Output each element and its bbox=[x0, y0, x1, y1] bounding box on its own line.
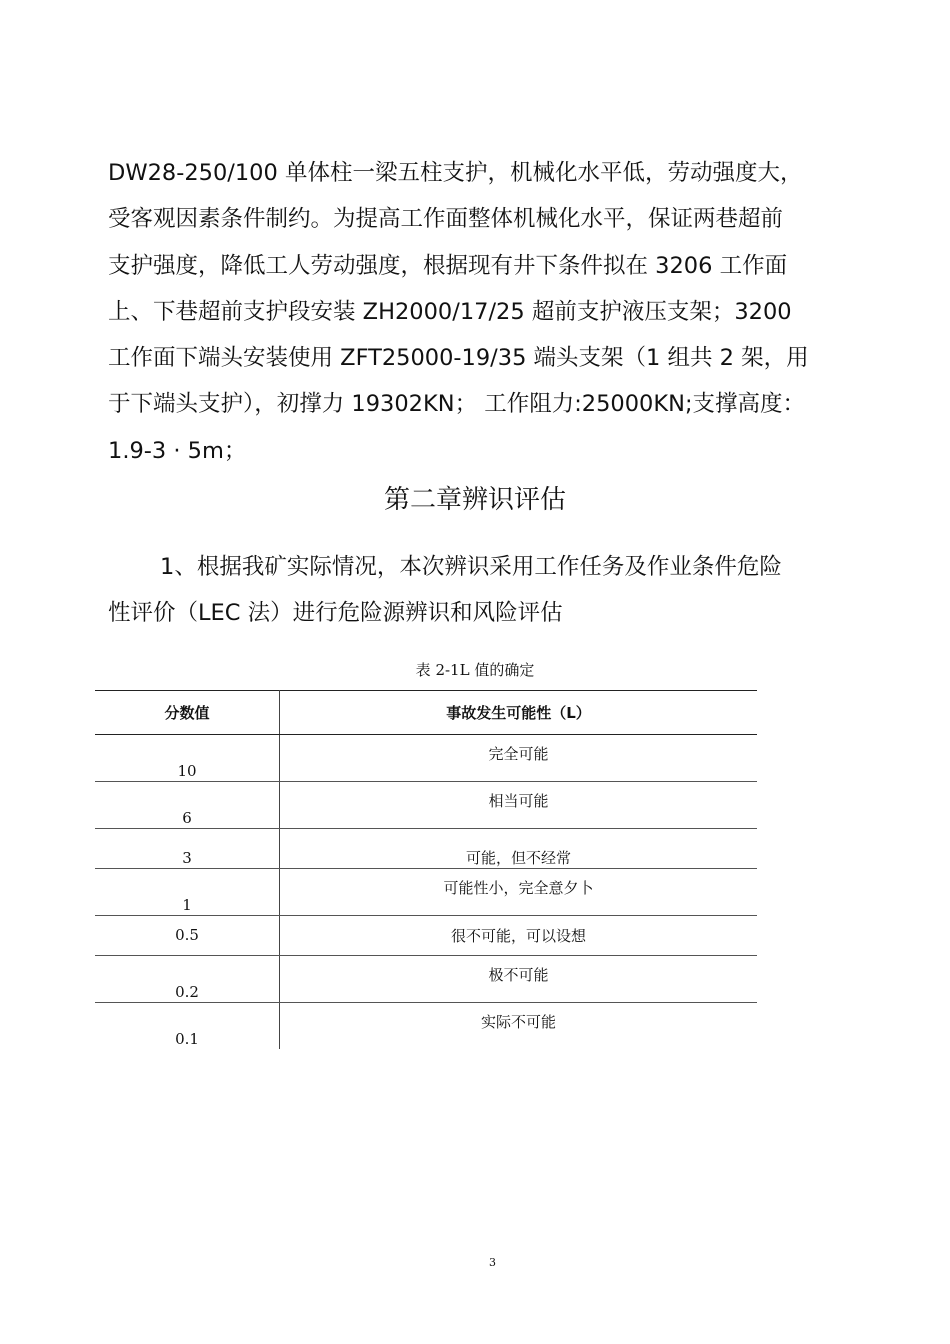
page-number: 3 bbox=[489, 1256, 496, 1269]
table-row bbox=[95, 782, 757, 829]
chapter-title: 第二章辨识评估 bbox=[383, 485, 566, 515]
score-cell: 1 bbox=[95, 869, 280, 916]
body-paragraph bbox=[108, 150, 858, 474]
score-cell: 0.1 bbox=[95, 1003, 280, 1050]
likelihood-cell: 可能性小，完全意夕卜 bbox=[280, 869, 758, 916]
lec-likelihood-table bbox=[95, 690, 757, 1049]
table-row bbox=[95, 1003, 757, 1050]
body-line: 工作面下端头安装使用 ZFT25000-19/35 端头支架（1 组共 2 架，用 bbox=[108, 345, 809, 372]
score-cell: 0.5 bbox=[95, 916, 280, 956]
method-paragraph bbox=[108, 544, 858, 636]
body-line: 1.9-3 · 5m； bbox=[108, 437, 247, 464]
score-cell: 3 bbox=[95, 829, 280, 869]
body-line: 支护强度，降低工人劳动强度，根据现有井下条件拟在 3206 工作面 bbox=[108, 252, 788, 279]
body-line: 于下端头支护），初撑力 19302KN； 工作阻力:25000KN;支撑高度： bbox=[108, 391, 806, 418]
table-row bbox=[95, 829, 757, 869]
table-row bbox=[95, 916, 757, 956]
paragraph-line: 1、根据我矿实际情况，本次辨识采用工作任务及作业条件危险 bbox=[160, 554, 782, 580]
header-score: 分数值 bbox=[95, 691, 280, 735]
likelihood-cell: 很不可能，可以设想 bbox=[280, 916, 758, 956]
table-header-row bbox=[95, 691, 757, 735]
likelihood-cell: 实际不可能 bbox=[480, 1013, 556, 1031]
header-likelihood: 事故发生可能性（L） bbox=[280, 691, 758, 735]
score-cell: 10 bbox=[95, 735, 280, 782]
body-line: 受客观因素条件制约。为提高工作面整体机械化水平，保证两巷超前 bbox=[108, 206, 784, 233]
likelihood-cell: 可能，但不经常 bbox=[280, 829, 758, 869]
likelihood-cell: 相当可能 bbox=[280, 782, 758, 829]
body-line: DW28-250/100 单体柱一梁五柱支护，机械化水平低，劳动强度大， bbox=[108, 160, 803, 186]
likelihood-cell: 极不可能 bbox=[280, 956, 758, 1003]
score-cell: 0.2 bbox=[95, 956, 280, 1003]
table-row bbox=[95, 869, 757, 916]
table-row bbox=[95, 735, 757, 782]
table-caption: 表 2-1L 值的确定 bbox=[415, 661, 535, 679]
body-line: 上、下巷超前支护段安装 ZH2000/17/25 超前支护液压支架；3200 bbox=[108, 298, 792, 325]
likelihood-cell: 完全可能 bbox=[280, 735, 758, 782]
score-cell: 6 bbox=[95, 782, 280, 829]
paragraph-line: 性评价（LEC 法）进行危险源辨识和风险评估 bbox=[108, 600, 563, 626]
table-row bbox=[95, 956, 757, 1003]
